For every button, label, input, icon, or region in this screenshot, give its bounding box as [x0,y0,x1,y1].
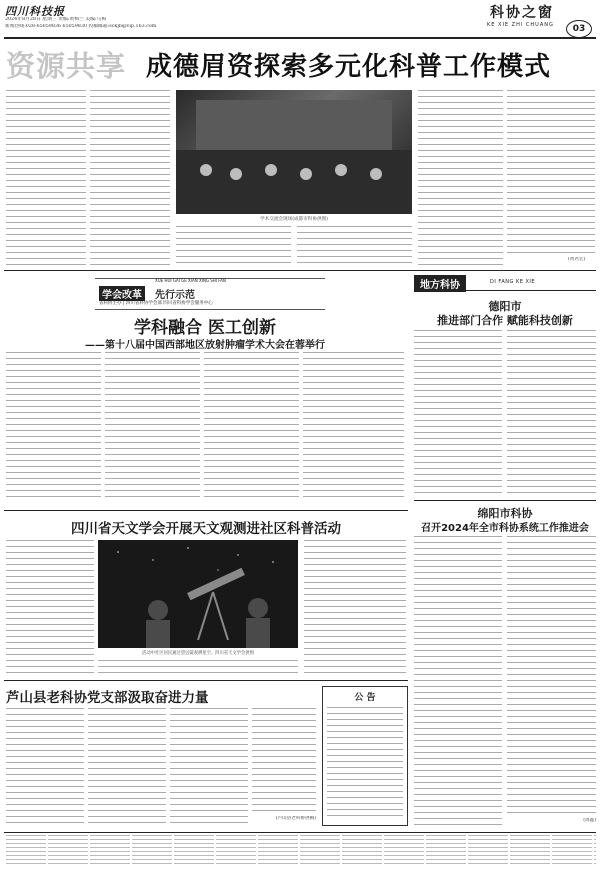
forum-col3 [204,352,299,502]
classified-strip [4,835,596,867]
banner-headline: 成德眉资探索多元化科普工作模式 [146,52,552,82]
reform-logo-line1: 学会改革 [99,286,145,301]
lead-story-photo [176,90,412,214]
local-story2-title: 召开2024年全市科协系统工作推进会 [421,523,589,534]
forum-col2 [105,352,200,502]
masthead-rule [4,37,596,39]
local-section-bar [414,274,596,291]
section-pinyin: KE XIE ZHI CHUANG [487,22,554,28]
lead-photo-caption: 学术交流会现场(成都市科协供图) [260,217,328,222]
astronomy-title: 四川省天文学会开展天文观测进社区科普活动 [71,521,341,537]
reform-logo-note: 省科协主办 | 四川省科协学会部 四川省科协学会服务中心 [99,301,213,306]
lead-bottom-rule [4,270,596,271]
party-col2 [88,708,166,826]
notice-box [322,686,408,826]
astronomy-col2 [98,660,298,675]
party-title: 芦山县老科协党支部汲取奋进力量 [6,690,209,706]
astronomy-col1 [6,540,94,675]
local-story1-col2 [507,330,596,495]
lead-story-col1 [6,90,86,265]
lead-story-col5 [418,90,503,265]
forum-col1 [6,352,101,502]
notice-body [327,707,403,819]
party-col3 [170,708,248,826]
astronomy-photo-caption: 活动中社区居民通过望远镜观测星空。四川省天文学会供图 [142,651,254,656]
paper-name: 四川科技报 [5,5,65,18]
local-story2-col2 [507,536,596,816]
lead-story-col6 [507,90,595,255]
local-story1-city: 德阳市 [488,300,522,313]
astronomy-photo [98,540,298,648]
local-story1-col1 [414,330,502,495]
forum-col4 [303,352,404,502]
reform-logo-box [95,278,325,310]
local-divider [414,500,596,501]
party-col4 [252,708,316,814]
local-story2-footer: (周鑫) [583,818,596,823]
forum-bottom-rule [4,510,408,511]
local-section-pinyin: DI FANG KE XIE [490,279,536,285]
notice-title: 公 告 [354,693,376,703]
astronomy-col3 [304,540,406,675]
local-story1-title: 推进部门合作 赋能科技创新 [437,314,573,327]
reform-logo-line2: 先行示范 [155,290,195,301]
lead-story-col4 [297,226,412,265]
page-number: 03 [566,20,592,38]
forum-title: 学科融合 医工创新 [134,318,276,338]
astronomy-bottom-rule [4,680,408,681]
reform-logo-sub: XUE HUI GAI GE XIAN XING SHI FAN [155,278,226,283]
lead-story-col3 [176,226,291,265]
party-col1 [6,708,84,826]
top-right-byline: (黄君宏) [568,257,586,262]
banner-kicker: 资源共享 [6,49,127,83]
date-line: 2024年8月28日 星期三 责编:黄梅兰 美编:马梅 [5,17,107,22]
lead-story-col2 [90,90,170,265]
local-section-tag: 地方科协 [414,275,466,292]
classified-top-rule [4,832,596,833]
section-title: 科协之窗 [490,5,554,21]
party-org: (芦山县老科协供稿) [275,816,316,821]
local-story2-city: 绵阳市科协 [477,507,533,520]
local-story2-col1 [414,536,502,826]
forum-subtitle: ——第十八届中国西部地区放射肿瘤学术大会在蓉举行 [85,340,325,351]
contact-line: 新闻热线:028-65059836 65059830 投稿邮箱:sckjb@vip.163.com [5,24,157,29]
